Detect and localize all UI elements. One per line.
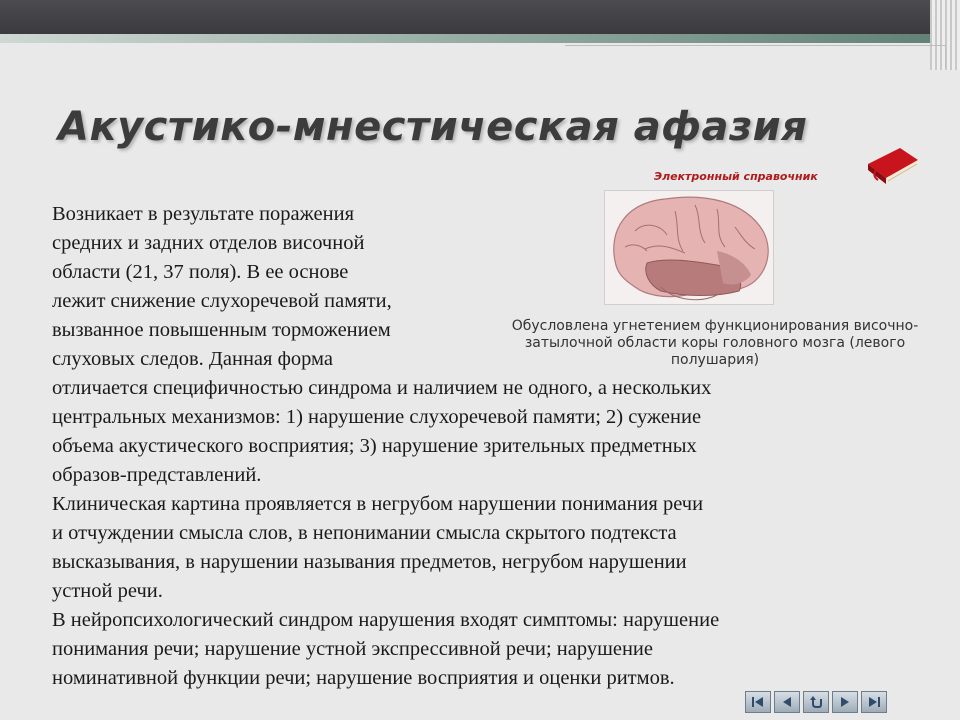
first-slide-icon <box>750 695 766 709</box>
body-line: высказывания, в нарушении называния предметов, негрубом нарушении <box>52 551 687 573</box>
return-button[interactable] <box>803 691 829 713</box>
body-line: номинативной функции речи; нарушение восприятия и оценки ритмов. <box>52 667 675 689</box>
slide-navigation <box>745 691 887 713</box>
body-text-intro <box>52 200 392 374</box>
caption-line: затылочной области коры головного мозга (левого <box>524 335 906 351</box>
body-line: области (21, 37 поля). В ее основе <box>52 261 349 283</box>
caption-line: полушария) <box>670 352 760 368</box>
caption-line: Обусловлена угнетением функционирования височно- <box>511 318 919 334</box>
reference-label[interactable]: Электронный справочник <box>654 170 818 183</box>
body-line: отличается специфичностью синдрома и наличием не одного, а нескольких <box>52 377 712 399</box>
body-line: вызванное повышенным торможением <box>52 319 391 341</box>
body-line: средних и задних отделов височной <box>52 232 365 254</box>
return-icon <box>808 695 824 709</box>
next-slide-button[interactable] <box>832 691 858 713</box>
body-line: центральных механизмов: 1) нарушение слухоречевой памяти; 2) сужение <box>52 406 702 428</box>
body-line: понимания речи; нарушение устной экспрессивной речи; нарушение <box>52 638 654 660</box>
next-slide-icon <box>837 695 853 709</box>
slide-title: Акустико-мнестическая афазия <box>58 104 808 150</box>
top-bar <box>0 0 960 34</box>
body-line: устной речи. <box>52 580 163 602</box>
brain-image <box>604 190 774 305</box>
previous-slide-icon <box>779 695 795 709</box>
body-line: объема акустического восприятия; 3) нарушение зрительных предметных <box>52 435 697 457</box>
body-line: и отчуждении смысла слов, в непонимании смысла скрытого подтекста <box>52 522 677 544</box>
body-text-main <box>52 374 719 693</box>
accent-strip <box>0 34 960 43</box>
first-slide-button[interactable] <box>745 691 771 713</box>
body-line: Возникает в результате поражения <box>52 203 355 225</box>
body-line: лежит снижение слухоречевой памяти, <box>52 290 392 312</box>
book-icon[interactable] <box>862 142 922 188</box>
body-line: образов-представлений. <box>52 464 262 486</box>
body-line: В нейропсихологический синдром нарушения входят симптомы: нарушение <box>52 609 720 631</box>
body-line: Клиническая картина проявляется в негрубом нарушении понимания речи <box>52 493 704 515</box>
image-caption <box>500 318 930 369</box>
body-line: слуховых следов. Данная форма <box>52 348 333 370</box>
previous-slide-button[interactable] <box>774 691 800 713</box>
last-slide-button[interactable] <box>861 691 887 713</box>
last-slide-icon <box>866 695 882 709</box>
frame-line <box>565 45 946 68</box>
